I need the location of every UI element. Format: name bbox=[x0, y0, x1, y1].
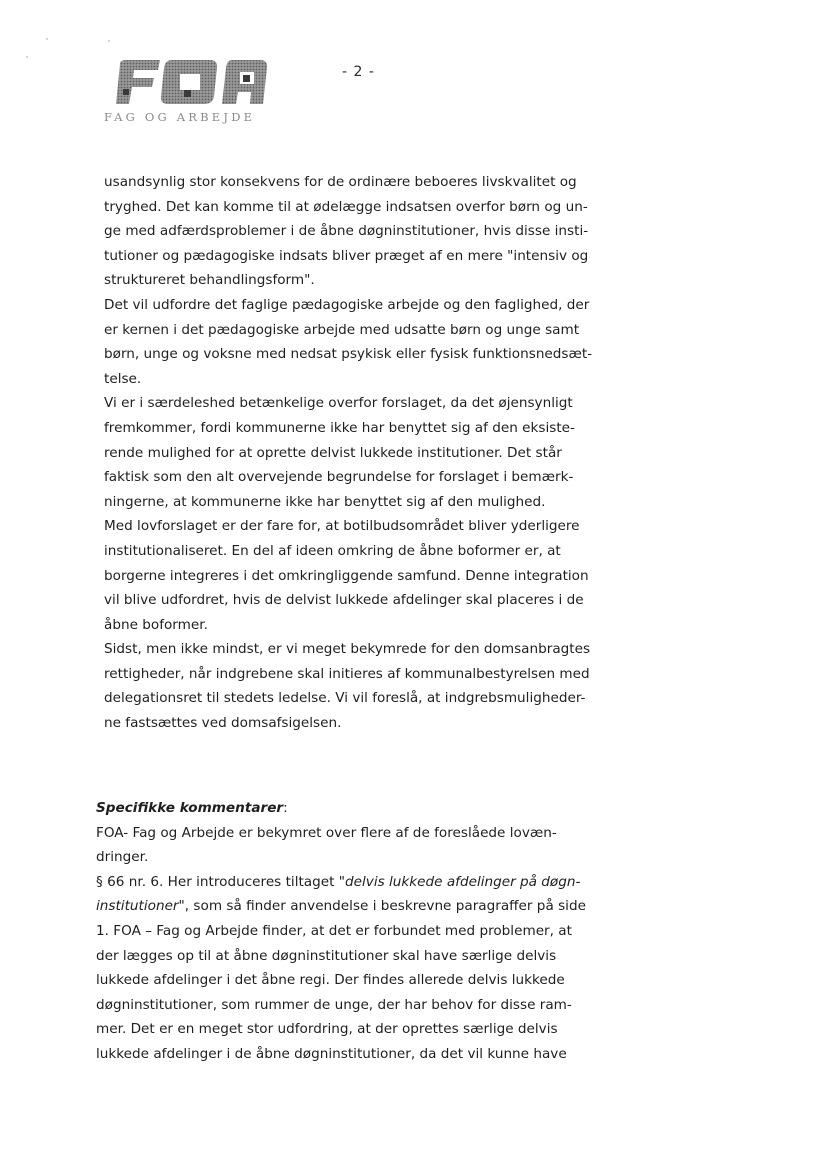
section-heading-colon: : bbox=[283, 800, 288, 816]
body-line: struktureret behandlingsform". bbox=[104, 272, 315, 289]
section-line: 1. FOA – Fag og Arbejde finder, at det er forbundet med problemer, at bbox=[96, 922, 572, 939]
body-line: rende mulighed for at oprette delvist lukkede institutioner. Det står bbox=[104, 444, 562, 461]
scan-speck bbox=[46, 38, 48, 40]
body-line: er kernen i det pædagogiske arbejde med udsatte børn og unge samt bbox=[104, 321, 580, 338]
body-line: fremkommer, fordi kommunerne ikke har benyttet sig af den eksiste- bbox=[104, 419, 575, 436]
section-text: , som så finder anvendelse i beskrevne paragraffer på side bbox=[184, 898, 586, 915]
body-line: telse. bbox=[104, 370, 142, 387]
body-line: delegationsret til stedets ledelse. Vi vil foreslå, at indgrebsmuligheder- bbox=[104, 690, 586, 707]
section-line: der lægges op til at åbne døgninstitutioner skal have særlige delvis bbox=[96, 947, 557, 964]
quoted-term: "delvis lukkede afdelinger på døgn- bbox=[338, 873, 581, 890]
quoted-term: institutioner" bbox=[96, 898, 185, 915]
body-line: tutioner og pædagogiske indsats bliver præget af en mere "intensiv og bbox=[104, 247, 589, 264]
section-line: mer. Det er en meget stor udfordring, at der oprettes særlige delvis bbox=[96, 1021, 558, 1038]
section-line: døgninstitutioner, som rummer de unge, der har behov for disse ram- bbox=[96, 996, 572, 1013]
body-line: Sidst, men ikke mindst, er vi meget bekymrede for den domsanbragtes bbox=[104, 641, 591, 658]
body-line: borgerne integreres i det omkringliggende samfund. Denne integration bbox=[104, 567, 589, 584]
body-line: rettigheder, når indgrebene skal initieres af kommunalbestyrelsen med bbox=[104, 665, 590, 682]
section-line bbox=[96, 894, 626, 919]
specific-comments-section bbox=[96, 796, 626, 1067]
body-line: børn, unge og voksne med nedsat psykisk eller fysisk funktionsnedsæt- bbox=[104, 346, 593, 363]
scan-speck bbox=[26, 56, 28, 58]
body-line: Det vil udfordre det faglige pædagogiske arbejde og den faglighed, der bbox=[104, 296, 590, 313]
logo-subtitle: FAG OG ARBEJDE bbox=[104, 110, 256, 124]
scan-speck bbox=[108, 40, 110, 42]
section-heading: Specifikke kommentarer bbox=[96, 800, 284, 816]
body-line: ningerne, at kommunerne ikke har benyttet sig af den mulighed. bbox=[104, 493, 546, 510]
body-line: ne fastsættes ved domsafsigelsen. bbox=[104, 715, 342, 732]
foa-logo-mark bbox=[114, 56, 270, 108]
body-line: åbne boformer. bbox=[104, 616, 208, 633]
body-line: tryghed. Det kan komme til at ødelægge indsatsen overfor børn og un- bbox=[104, 198, 588, 215]
section-line: lukkede afdelinger i det åbne regi. Der findes allerede delvis lukkede bbox=[96, 972, 565, 989]
body-line: ge med adfærdsproblemer i de åbne døgninstitutioner, hvis disse insti- bbox=[104, 223, 589, 240]
body-line: usandsynlig stor konsekvens for de ordinære beboeres livskvalitet og bbox=[104, 174, 577, 190]
body-line: faktisk som den alt overvejende begrundelse for forslaget i bemærk- bbox=[104, 469, 574, 486]
body-line: Vi er i særdeleshed betænkelige overfor forslaget, da det øjensynligt bbox=[104, 395, 573, 412]
section-text: § 66 nr. 6. Her introduceres tiltaget bbox=[96, 873, 339, 890]
section-line: lukkede afdelinger i de åbne døgninstitutioner, da det vil kunne have bbox=[96, 1045, 567, 1062]
body-text bbox=[104, 170, 624, 736]
section-line bbox=[96, 870, 626, 895]
section-heading-line bbox=[96, 796, 626, 821]
section-line: FOA- Fag og Arbejde er bekymret over flere af de foreslåede lovæn- bbox=[96, 824, 557, 841]
page-number: - 2 - bbox=[342, 64, 375, 80]
section-line: dringer. bbox=[96, 849, 149, 866]
body-line: institutionaliseret. En del af ideen omkring de åbne boformer er, at bbox=[104, 542, 561, 559]
foa-logo bbox=[100, 50, 280, 126]
body-line: Med lovforslaget er der fare for, at botilbudsområdet bliver yderligere bbox=[104, 518, 580, 535]
body-line: vil blive udfordret, hvis de delvist lukkede afdelinger skal placeres i de bbox=[104, 592, 584, 609]
